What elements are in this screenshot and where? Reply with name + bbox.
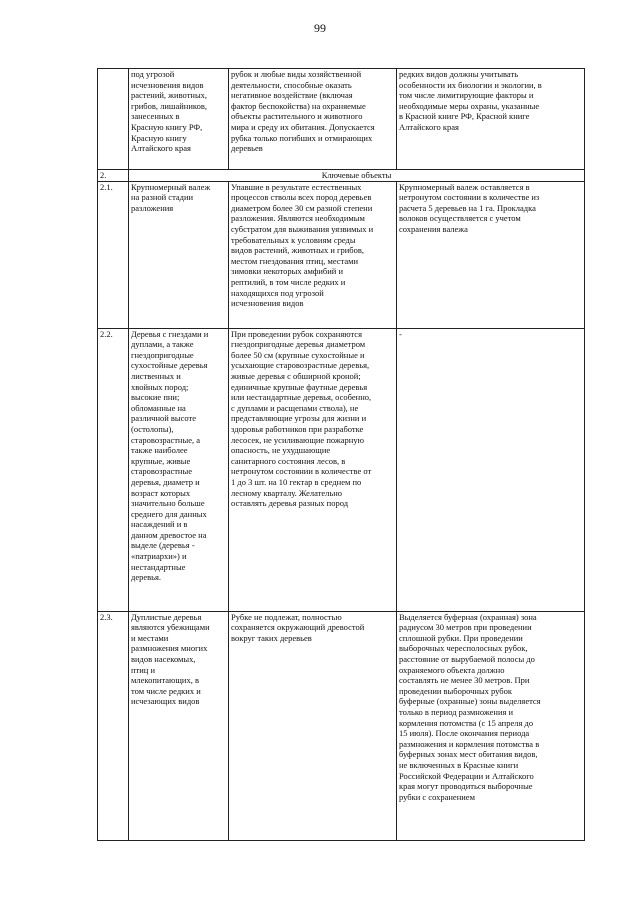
measures-cell: редких видов должны учитывать особенности их биологии и экологии, в том числе лимитирующие факторы и необходимые меры охраны, указанные в Красной книге РФ, Красной книге Алтайского края bbox=[397, 69, 585, 170]
description-cell: При проведении рубок сохраняются гнездопригодные деревья диаметром более 50 см (крупные сухостойные и усыхающие старовозрастные деревья, живые деревья с обширной кроной; единичные крупные фаутные деревья или нестандартные деревья, особенно, с дуплами и расщепами ствола), не представляющие угрозы для жизни и здоровья работников при разработке лесосек, не усиливающие пожарную опасность, не ухудшающие санитарного состояния лесов, в нетронутом состоянии в количестве от 1 до 3 шт. на 10 гектар в среднем по лесному кварталу. Желательно оставлять деревья разных пород bbox=[229, 328, 397, 611]
row-number-cell: 2.2. bbox=[98, 328, 129, 611]
object-cell: Дуплистые деревья являются убежищами и местами размножения многих видов насекомых, птиц и млекопитающих, в том числе редких и исчезающих видов bbox=[129, 611, 229, 840]
section-row bbox=[98, 170, 585, 182]
object-cell: под угрозой исчезновения видов растений, животных, грибов, лишайников, занесенных в Красную книгу РФ, Красную книгу Алтайского края bbox=[129, 69, 229, 170]
description-cell: Упавшие в результате естественных процессов стволы всех пород деревьев диаметром более 30 см разной степени разложения. Являются необходимым субстратом для выживания уязвимых и требовательных к условиям среды видов растений, животных и грибов, местом гнездования птиц, местами зимовки некоторых амфибий и рептилий, в том числе редких и находящихся под угрозой исчезновения видов bbox=[229, 181, 397, 328]
description-cell: рубок и любые виды хозяйственной деятельности, способные оказать негативное воздействие (включая фактор беспокойства) на охраняемые объекты растительного и животного мира и среду их обитания. Допускается рубка только погибших и отмирающих деревьев bbox=[229, 69, 397, 170]
description-cell: Рубке не подлежат, полностью сохраняется окружающий древостой вокруг таких деревьев bbox=[229, 611, 397, 840]
table-row-continuation bbox=[98, 69, 585, 170]
measures-cell: - bbox=[397, 328, 585, 611]
table-row bbox=[98, 181, 585, 328]
measures-cell: Крупномерный валеж оставляется в нетронутом состоянии в количестве из расчета 5 деревьев на 1 га. Прокладка волоков осуществляется с учетом сохранения валежа bbox=[397, 181, 585, 328]
row-number-cell bbox=[98, 69, 129, 170]
row-number-cell: 2.1. bbox=[98, 181, 129, 328]
row-number-cell: 2.3. bbox=[98, 611, 129, 840]
object-cell: Крупномерный валеж на разной стадии разложения bbox=[129, 181, 229, 328]
object-cell: Деревья с гнездами и дуплами, а также гнездопригодные сухостойные деревья лиственных и хвойных пород; высокие пни; обломанные на различной высоте (остолопы), старовозрастные, а также наиболее крупные, живые старовозрастные деревья, диаметр и возраст которых значительно больше среднего для данных насаждений и в данном древостое на выделе (деревья - «патриархи») и нестандартные деревья. bbox=[129, 328, 229, 611]
measures-cell: Выделяется буферная (охранная) зона радиусом 30 метров при проведении сплошной рубки. При проведении выборочных чересполосных рубок, расстояние от вырубаемой полосы до охраняемого объекта должно составлять не менее 30 метров. При проведении выборочных рубок буферные (охранные) зоны выделяется только в период размножения и кормления потомства (с 15 апреля до 15 июля). После окончания периода размножения и кормления потомства в буферных зонах мест обитания видов, не включенных в Красные книги Российской Федерации и Алтайского края могут проводиться выборочные рубки с сохранением bbox=[397, 611, 585, 840]
section-number: 2. bbox=[98, 170, 129, 182]
document-table bbox=[97, 68, 585, 841]
table-row bbox=[98, 328, 585, 611]
page-number: 99 bbox=[314, 21, 326, 35]
section-title: Ключевые объекты bbox=[129, 170, 585, 182]
table-row bbox=[98, 611, 585, 840]
